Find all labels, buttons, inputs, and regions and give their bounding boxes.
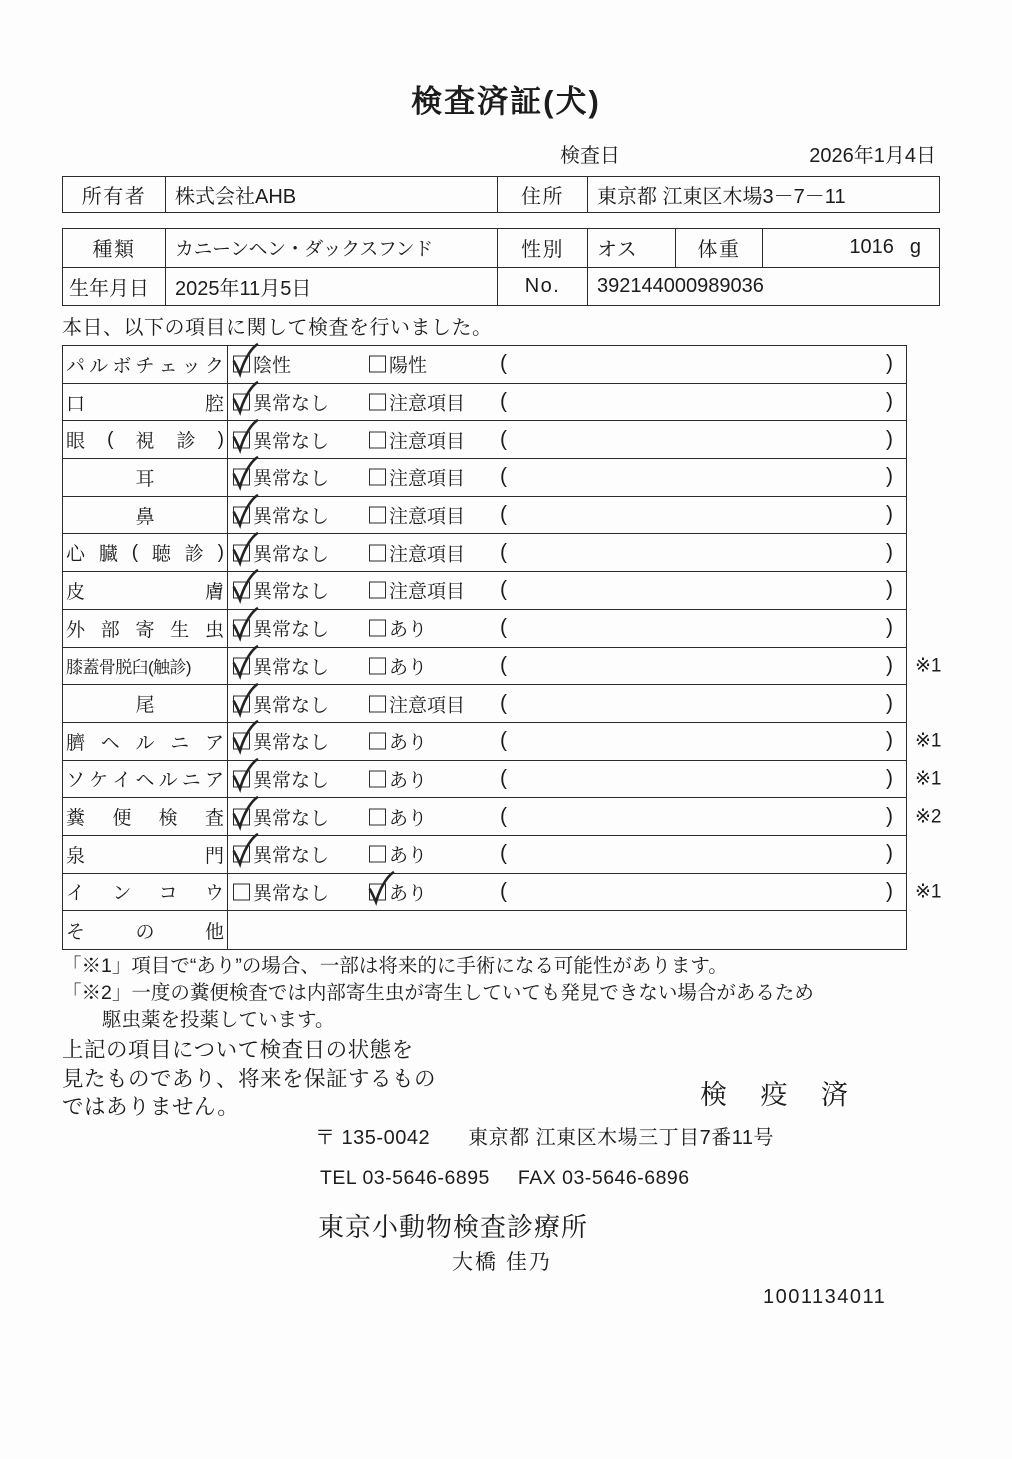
remark-paren-open: ( bbox=[500, 502, 507, 526]
inspection-item-content bbox=[228, 874, 906, 911]
inspection-row bbox=[63, 572, 906, 610]
option2 bbox=[369, 426, 465, 453]
address-label: 住所 bbox=[498, 177, 588, 212]
inspection-item-label: 臍 ヘ ル ニ ア bbox=[63, 723, 228, 760]
option1-checkbox bbox=[233, 582, 250, 599]
inspection-item-content bbox=[228, 761, 906, 798]
inspection-row bbox=[63, 610, 906, 648]
option2 bbox=[369, 351, 427, 378]
option1 bbox=[233, 652, 329, 679]
option2-label: 注意項目 bbox=[389, 581, 466, 603]
pet-info-table bbox=[62, 228, 940, 306]
weight-unit: g bbox=[909, 236, 921, 259]
option1-checkbox bbox=[233, 846, 250, 863]
inspection-table bbox=[62, 345, 942, 950]
option2 bbox=[369, 539, 465, 566]
remark-paren-open: ( bbox=[500, 728, 507, 752]
inspection-item-content bbox=[228, 685, 906, 722]
option2 bbox=[369, 464, 465, 491]
breed-value: カニーンヘン・ダックスフンド bbox=[166, 229, 498, 267]
breed-row bbox=[63, 229, 939, 267]
option1-label: 異常なし bbox=[253, 883, 330, 905]
footnote-1: 「※1」項目で“あり”の場合、一部は将来的に手術になる可能性があります。 bbox=[62, 955, 728, 977]
inspection-row bbox=[63, 421, 906, 459]
sex-value: オス bbox=[588, 229, 676, 267]
checkmark-icon bbox=[230, 679, 261, 718]
option2-checkbox bbox=[369, 733, 386, 750]
birthdate-value: 2025年11月5日 bbox=[166, 268, 498, 306]
option1-label: 異常なし bbox=[253, 581, 330, 603]
option2-label: 注意項目 bbox=[389, 431, 466, 453]
inspection-item-label: そ の 他 bbox=[63, 911, 228, 949]
option1-label: 異常なし bbox=[253, 657, 330, 679]
remark-paren-open: ( bbox=[500, 879, 507, 903]
option2-label: あり bbox=[389, 732, 428, 754]
option1 bbox=[233, 615, 329, 642]
inspection-row bbox=[63, 384, 906, 422]
quarantine-stamp: 検 疫 済 bbox=[700, 1080, 862, 1110]
option1 bbox=[233, 803, 329, 830]
footnotes bbox=[62, 953, 814, 1034]
inspection-date-line bbox=[560, 139, 936, 168]
checkmark-icon bbox=[230, 754, 261, 793]
option2-checkbox bbox=[369, 431, 386, 448]
inspection-item-content bbox=[228, 836, 906, 873]
remark-paren-open: ( bbox=[500, 766, 507, 790]
breed-label: 種類 bbox=[63, 229, 166, 267]
option2-checkbox bbox=[369, 356, 386, 373]
option1-checkbox bbox=[233, 883, 250, 900]
remark-paren-open: ( bbox=[500, 615, 507, 639]
option2 bbox=[369, 389, 465, 416]
option2-checkbox bbox=[369, 394, 386, 411]
option2-checkbox bbox=[369, 808, 386, 825]
remark-paren-close: ) bbox=[886, 389, 893, 413]
option2 bbox=[369, 690, 465, 717]
option1 bbox=[233, 426, 329, 453]
option1 bbox=[233, 728, 329, 755]
inspection-item-label: 心 臓 ( 聴 診 ) bbox=[63, 534, 228, 571]
footnote-ref: ※1 bbox=[915, 730, 942, 752]
remark-paren-close: ) bbox=[886, 804, 893, 828]
footnote-ref: ※1 bbox=[915, 881, 942, 903]
inspection-item-label: 鼻 bbox=[63, 497, 228, 534]
option1-label: 異常なし bbox=[253, 732, 330, 754]
remark-paren-open: ( bbox=[500, 351, 507, 375]
remark-paren-close: ) bbox=[886, 728, 893, 752]
option2-label: 注意項目 bbox=[389, 544, 466, 566]
option1-label: 異常なし bbox=[253, 544, 330, 566]
inspection-date-label: 検査日 bbox=[560, 145, 620, 167]
footnote-ref: ※1 bbox=[915, 655, 942, 677]
option2-checkbox bbox=[369, 507, 386, 524]
owner-value: 株式会社AHB bbox=[166, 177, 498, 212]
inspection-item-label: 耳 bbox=[63, 459, 228, 496]
option1 bbox=[233, 351, 291, 378]
option1-checkbox bbox=[233, 733, 250, 750]
option1-label: 異常なし bbox=[253, 393, 330, 415]
option2 bbox=[369, 803, 427, 830]
inspection-item-content bbox=[228, 572, 906, 609]
option1 bbox=[233, 577, 329, 604]
inspection-item-content bbox=[228, 610, 906, 647]
inspection-item-label: 外 部 寄 生 虫 bbox=[63, 610, 228, 647]
option2-label: あり bbox=[389, 619, 428, 641]
option1-checkbox bbox=[233, 657, 250, 674]
disclaimer-line-3: ではありません。 bbox=[62, 1095, 240, 1119]
option2 bbox=[369, 652, 427, 679]
remark-paren-close: ) bbox=[886, 766, 893, 790]
option2-checkbox bbox=[369, 620, 386, 637]
checkmark-icon bbox=[230, 378, 261, 417]
option2-label: 陽性 bbox=[389, 355, 428, 377]
inspection-item-label: 尾 bbox=[63, 685, 228, 722]
inspection-item-content bbox=[228, 497, 906, 534]
inspection-item-label: ソ ケ イ ヘ ル ニ ア bbox=[63, 761, 228, 798]
remark-paren-open: ( bbox=[500, 464, 507, 488]
owner-table bbox=[62, 176, 940, 213]
option1 bbox=[233, 502, 329, 529]
inspection-item-content bbox=[228, 534, 906, 571]
option2-label: 注意項目 bbox=[389, 695, 466, 717]
footnote-ref: ※2 bbox=[915, 806, 942, 828]
serial-number: 1001134011 bbox=[763, 1286, 887, 1308]
option1-checkbox bbox=[233, 695, 250, 712]
option1-label: 異常なし bbox=[253, 431, 330, 453]
inspection-item-content bbox=[228, 723, 906, 760]
option1-label: 異常なし bbox=[253, 619, 330, 641]
address-value: 東京都 江東区木場3－7－11 bbox=[597, 186, 846, 208]
option1-checkbox bbox=[233, 394, 250, 411]
checkmark-icon bbox=[230, 491, 261, 530]
checkmark-icon bbox=[230, 528, 261, 567]
inspection-item-content bbox=[228, 459, 906, 496]
clinic-phone-line bbox=[320, 1167, 690, 1190]
remark-paren-close: ) bbox=[886, 464, 893, 488]
checkmark-icon bbox=[230, 340, 261, 379]
checkmark-icon bbox=[230, 641, 261, 680]
option2-checkbox bbox=[369, 469, 386, 486]
inspection-date-value: 2026年1月4日 bbox=[809, 145, 936, 167]
remark-paren-close: ) bbox=[886, 351, 893, 375]
option1-checkbox bbox=[233, 620, 250, 637]
inspection-item-label: 膝蓋骨脱臼(触診) bbox=[63, 648, 228, 685]
option1-checkbox bbox=[233, 544, 250, 561]
option2 bbox=[369, 728, 427, 755]
remark-paren-close: ) bbox=[886, 577, 893, 601]
postal-code: 〒 135-0042 bbox=[315, 1127, 431, 1149]
option1-label: 異常なし bbox=[253, 845, 330, 867]
inspection-row bbox=[63, 723, 942, 761]
owner-label: 所有者 bbox=[63, 177, 166, 212]
footnote-ref: ※1 bbox=[915, 768, 942, 790]
option2 bbox=[369, 841, 427, 868]
inspection-row bbox=[63, 836, 906, 874]
remark-paren-open: ( bbox=[500, 841, 507, 865]
sex-label: 性別 bbox=[498, 229, 588, 267]
disclaimer-line-2: 見たものであり、将来を保証するもの bbox=[62, 1066, 437, 1091]
option2-checkbox bbox=[369, 582, 386, 599]
remark-paren-close: ) bbox=[886, 540, 893, 564]
clinic-address-line bbox=[315, 1121, 774, 1150]
inspection-row bbox=[63, 685, 906, 723]
remark-paren-close: ) bbox=[886, 691, 893, 715]
birth-row bbox=[63, 267, 939, 306]
checkmark-icon bbox=[366, 867, 397, 906]
inspection-row bbox=[63, 874, 942, 912]
inspection-item-content bbox=[228, 911, 906, 949]
remark-paren-open: ( bbox=[500, 540, 507, 564]
inspection-item-label: イ ン コ ウ bbox=[63, 874, 228, 911]
number-label: No. bbox=[498, 268, 588, 306]
option1-label: 異常なし bbox=[253, 695, 330, 717]
option1-label: 陰性 bbox=[253, 355, 292, 377]
option1-checkbox bbox=[233, 507, 250, 524]
option2-label: 注意項目 bbox=[389, 506, 466, 528]
option1 bbox=[233, 389, 329, 416]
fax-number: FAX 03-5646-6896 bbox=[517, 1167, 690, 1189]
option2 bbox=[369, 502, 465, 529]
tel-number: TEL 03-5646-6895 bbox=[320, 1167, 490, 1189]
checkmark-icon bbox=[230, 792, 261, 831]
inspection-row bbox=[63, 534, 906, 572]
checkmark-icon bbox=[230, 566, 261, 605]
inspection-row bbox=[63, 497, 906, 535]
option2-checkbox bbox=[369, 657, 386, 674]
footnote-2: 「※2」一度の糞便検査では内部寄生虫が寄生していても発見できない場合があるため bbox=[62, 982, 814, 1004]
remark-paren-close: ) bbox=[886, 653, 893, 677]
disclaimer-line-1: 上記の項目について検査日の状態を bbox=[62, 1038, 414, 1062]
inspection-item-content bbox=[228, 384, 906, 421]
number-value: 392144000989036 bbox=[597, 274, 764, 297]
option1-label: 異常なし bbox=[253, 506, 330, 528]
option1 bbox=[233, 690, 329, 717]
inspection-row bbox=[63, 648, 942, 686]
weight-cell bbox=[763, 229, 939, 267]
inspection-row bbox=[63, 346, 906, 384]
clinic-name: 東京小動物検査診療所 bbox=[318, 1212, 589, 1242]
option1 bbox=[233, 841, 329, 868]
page-title: 検査済証(犬) bbox=[411, 84, 601, 119]
weight-value: 1016 bbox=[849, 236, 894, 259]
inspection-item-content bbox=[228, 798, 906, 835]
option2-checkbox bbox=[369, 770, 386, 787]
checkmark-icon bbox=[230, 453, 261, 492]
inspection-row bbox=[63, 798, 942, 836]
inspection-item-label: 口 腔 bbox=[63, 384, 228, 421]
option1 bbox=[233, 464, 329, 491]
inspection-item-label: 眼 ( 視 診 ) bbox=[63, 421, 228, 458]
option1-checkbox bbox=[233, 356, 250, 373]
option1 bbox=[233, 765, 329, 792]
option2-checkbox bbox=[369, 544, 386, 561]
remark-paren-open: ( bbox=[500, 691, 507, 715]
option2 bbox=[369, 577, 465, 604]
birthdate-label: 生年月日 bbox=[63, 268, 166, 306]
remark-paren-close: ) bbox=[886, 427, 893, 451]
option2-checkbox bbox=[369, 846, 386, 863]
inspection-row bbox=[63, 911, 906, 949]
checkmark-icon bbox=[230, 717, 261, 756]
inspection-item-content bbox=[228, 346, 906, 383]
checkmark-icon bbox=[230, 830, 261, 869]
remark-paren-open: ( bbox=[500, 804, 507, 828]
checkmark-icon bbox=[230, 604, 261, 643]
option2-checkbox bbox=[369, 883, 386, 900]
option2 bbox=[369, 878, 427, 905]
option1-label: 異常なし bbox=[253, 468, 330, 490]
option1-checkbox bbox=[233, 469, 250, 486]
inspection-row bbox=[63, 459, 906, 497]
intro-text: 本日、以下の項目に関して検査を行いました。 bbox=[62, 317, 493, 339]
option2 bbox=[369, 765, 427, 792]
option1-checkbox bbox=[233, 431, 250, 448]
option1 bbox=[233, 539, 329, 566]
veterinarian-name: 大橋 佳乃 bbox=[452, 1251, 552, 1274]
option1-label: 異常なし bbox=[253, 808, 330, 830]
option2-label: あり bbox=[389, 770, 428, 792]
remark-paren-close: ) bbox=[886, 879, 893, 903]
option1-label: 異常なし bbox=[253, 770, 330, 792]
option2-label: あり bbox=[389, 845, 428, 867]
option2 bbox=[369, 615, 427, 642]
remark-paren-open: ( bbox=[500, 427, 507, 451]
option2-label: あり bbox=[389, 808, 428, 830]
option2-label: あり bbox=[389, 883, 428, 905]
inspection-item-label: 皮 膚 bbox=[63, 572, 228, 609]
owner-row bbox=[63, 177, 939, 212]
option2-label: 注意項目 bbox=[389, 393, 466, 415]
inspection-item-label: 糞 便 検 査 bbox=[63, 798, 228, 835]
option2-checkbox bbox=[369, 695, 386, 712]
remark-paren-close: ) bbox=[886, 615, 893, 639]
inspection-item-content bbox=[228, 648, 906, 685]
inspection-item-label: 泉 門 bbox=[63, 836, 228, 873]
checkmark-icon bbox=[230, 415, 261, 454]
option1 bbox=[233, 878, 329, 905]
inspection-row bbox=[63, 761, 942, 799]
option1-checkbox bbox=[233, 770, 250, 787]
clinic-address: 東京都 江東区木場三丁目7番11号 bbox=[468, 1127, 775, 1149]
option2-label: 注意項目 bbox=[389, 468, 466, 490]
option1-checkbox bbox=[233, 808, 250, 825]
remark-paren-close: ) bbox=[886, 502, 893, 526]
remark-paren-open: ( bbox=[500, 577, 507, 601]
option2-label: あり bbox=[389, 657, 428, 679]
inspection-item-content bbox=[228, 421, 906, 458]
weight-label: 体重 bbox=[676, 229, 763, 267]
remark-paren-close: ) bbox=[886, 841, 893, 865]
disclaimer bbox=[62, 1036, 436, 1122]
footnote-2-continued: 駆虫薬を投薬しています。 bbox=[102, 1009, 335, 1031]
remark-paren-open: ( bbox=[500, 389, 507, 413]
remark-paren-open: ( bbox=[500, 653, 507, 677]
inspection-item-label: パ ル ボ チ ェ ッ ク bbox=[63, 346, 228, 383]
